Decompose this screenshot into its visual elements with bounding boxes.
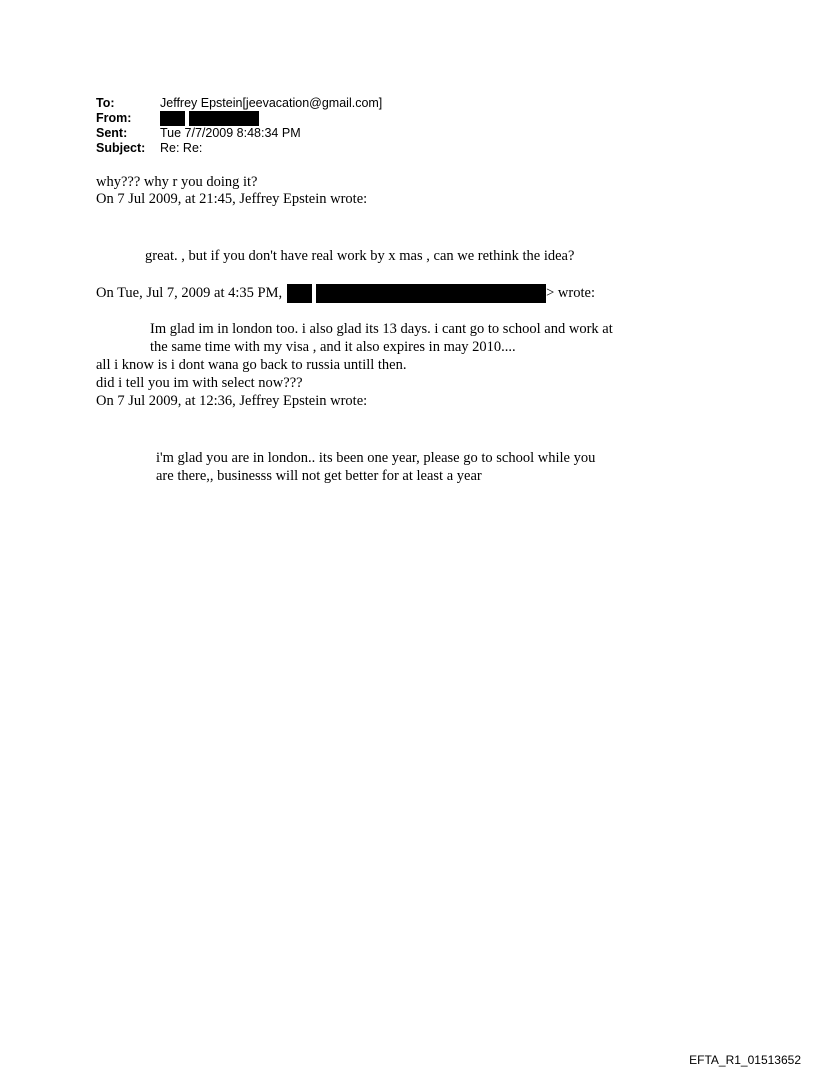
quoted-text: great. , but if you don't have real work by x mas , can we rethink the idea?	[145, 248, 575, 264]
body-line: On 7 Jul 2009, at 12:36, Jeffrey Epstein wrote:	[96, 393, 368, 409]
from-label: From:	[96, 111, 132, 125]
email-header	[96, 96, 382, 156]
sent-row	[96, 126, 382, 141]
to-label: To:	[96, 96, 115, 110]
sent-label: Sent:	[96, 126, 128, 140]
quoted-text: i'm glad you are in london.. its been one year, please go to school while you	[156, 450, 596, 466]
document-id: EFTA_R1_01513652	[689, 1053, 801, 1067]
to-value: Jeffrey Epstein[jeevacation@gmail.com]	[160, 96, 383, 110]
body-line: did i tell you im with select now???	[96, 375, 303, 391]
quote-attribution	[96, 283, 595, 303]
sent-value: Tue 7/7/2009 8:48:34 PM	[160, 126, 301, 140]
from-row	[96, 111, 382, 126]
subject-row	[96, 141, 382, 156]
redaction-block	[160, 111, 185, 126]
subject-value: Re: Re:	[160, 141, 203, 155]
body-line: why??? why r you doing it?	[96, 174, 258, 190]
from-value	[160, 111, 259, 126]
attribution-suffix: > wrote:	[546, 284, 595, 301]
quoted-text: Im glad im in london too. i also glad its 13 days. i cant go to school and work at	[150, 321, 613, 337]
quoted-text: the same time with my visa , and it also expires in may 2010....	[150, 339, 516, 355]
redaction-block	[287, 284, 312, 303]
body-line: On 7 Jul 2009, at 21:45, Jeffrey Epstein wrote:	[96, 191, 368, 207]
subject-label: Subject:	[96, 141, 146, 155]
redaction-block	[316, 284, 546, 303]
redaction-block	[189, 111, 259, 126]
attribution-prefix: On Tue, Jul 7, 2009 at 4:35 PM,	[96, 284, 283, 301]
to-row	[96, 96, 382, 111]
body-line: all i know is i dont wana go back to russia untill then.	[96, 357, 407, 373]
quoted-text: are there,, businesss will not get better for at least a year	[156, 468, 482, 484]
